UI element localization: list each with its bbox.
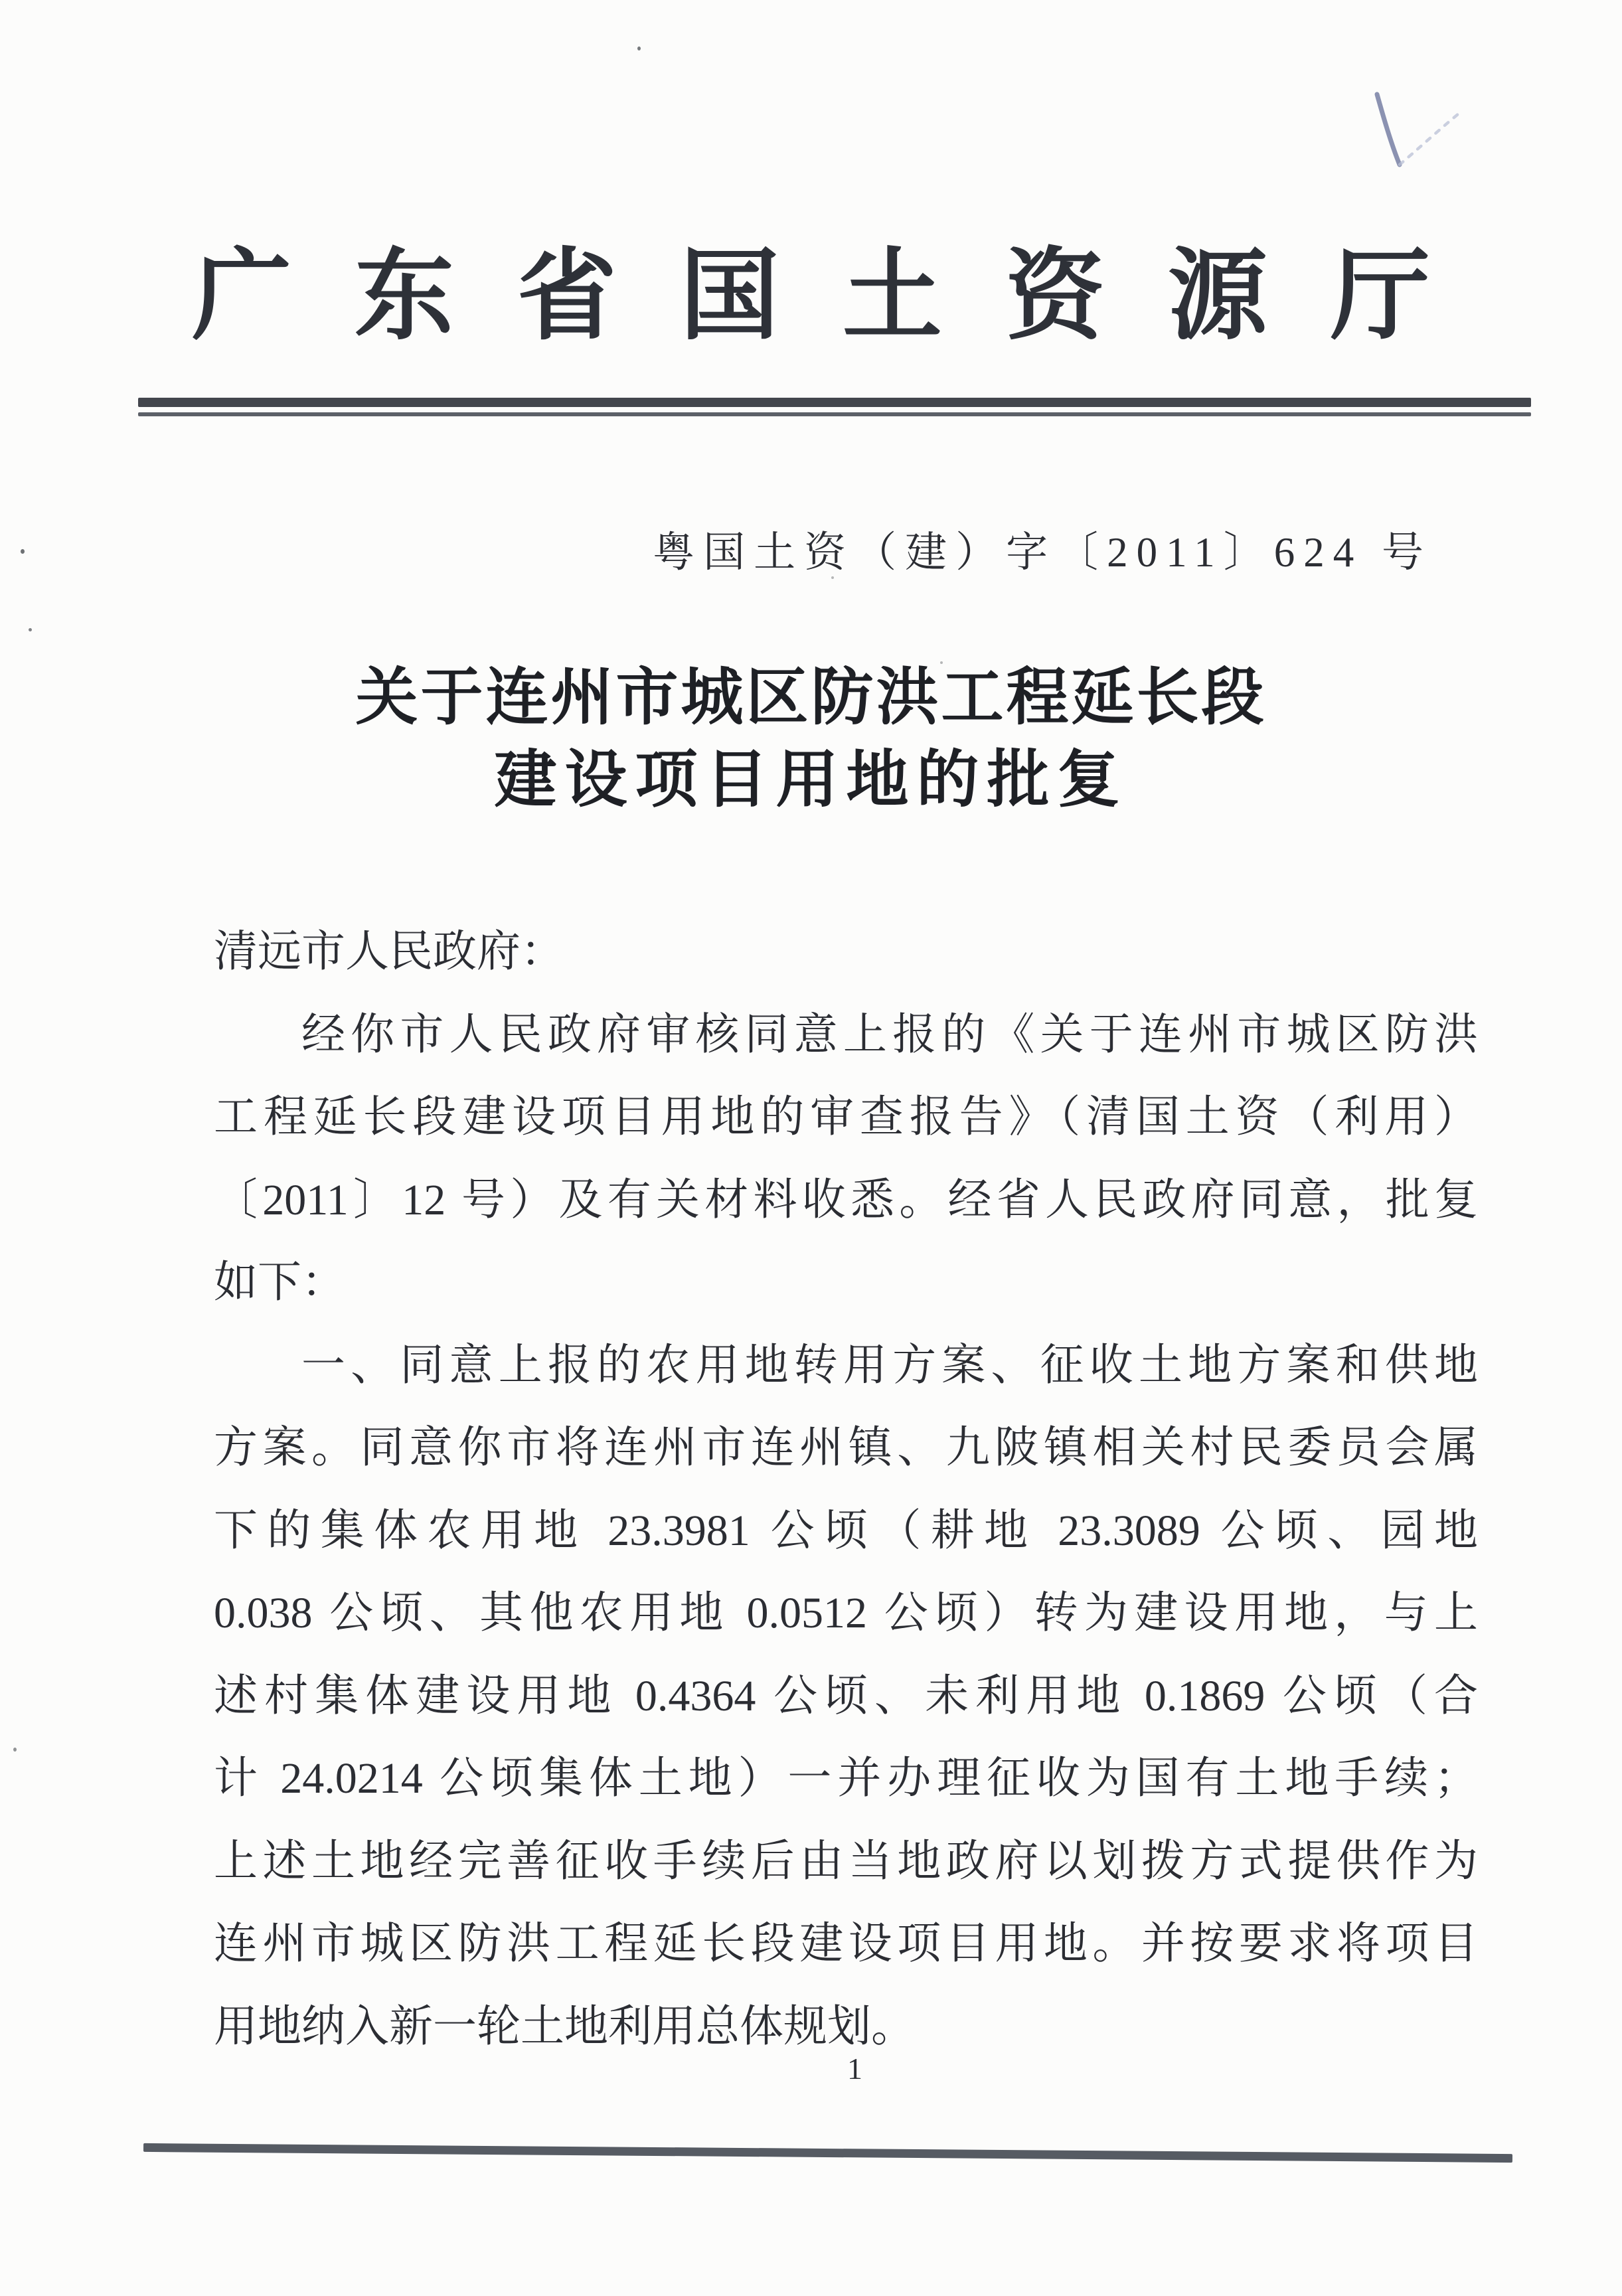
scan-speck xyxy=(21,549,25,554)
header-rule-thin xyxy=(138,412,1531,416)
letterhead-text: 广东省国土资源厅 xyxy=(191,242,1493,352)
body-line: 清远市人民政府： xyxy=(214,928,564,976)
document-title-line2: 建设项目用地的批复 xyxy=(494,744,1128,814)
body-line: 用地纳入新一轮土地利用总体规划。 xyxy=(214,2002,915,2051)
document-title-line1: 关于连州市城区防洪工程延长段 xyxy=(355,662,1267,732)
page-number: 1 xyxy=(847,2052,862,2086)
document-title xyxy=(0,656,1622,821)
document-number: 粤国土资（建）字〔2011〕624 号 xyxy=(653,529,1432,576)
body-lines xyxy=(214,911,1478,2068)
body-line: 工程延长段建设项目用地的审查报告》（清国土资（利用） xyxy=(214,1093,1478,1141)
body-line: 一、同意上报的农用地转用方案、征收土地方案和供地 xyxy=(301,1341,1478,1390)
scan-speck xyxy=(13,1748,17,1752)
scan-speck xyxy=(831,576,834,579)
footer-rule xyxy=(143,2143,1512,2163)
checkmark-pen-icon xyxy=(1366,88,1466,177)
body-line: 经你市人民政府审核同意上报的《关于连州市城区防洪 xyxy=(301,1010,1478,1059)
body-line: 下的集体农用地 23.3981 公顷（耕地 23.3089 公顷、园地 xyxy=(214,1506,1478,1555)
body-line: 如下： xyxy=(214,1258,345,1307)
body-line: 计 24.0214 公顷集体土地）一并办理征收为国有土地手续； xyxy=(214,1754,1478,1803)
body-line: 上述土地经完善征收手续后由当地政府以划拨方式提供作为 xyxy=(214,1837,1478,1886)
body-line: 0.038 公顷、其他农用地 0.0512 公顷）转为建设用地，与上 xyxy=(214,1589,1478,1637)
body-line: 连州市城区防洪工程延长段建设项目用地。并按要求将项目 xyxy=(214,1920,1478,1968)
header-rule-thick xyxy=(138,398,1531,407)
letterhead-title xyxy=(0,243,1622,351)
body-line: 方案。同意你市将连州市连州镇、九陂镇相关村民委员会属 xyxy=(214,1424,1478,1472)
scan-speck xyxy=(637,46,641,50)
body-line: 述村集体建设用地 0.4364 公顷、未利用地 0.1869 公顷（合 xyxy=(214,1671,1478,1720)
scan-speck xyxy=(940,661,943,664)
body-line: 〔2011〕12 号）及有关材料收悉。经省人民政府同意，批复 xyxy=(214,1175,1478,1224)
scan-speck xyxy=(29,628,32,631)
